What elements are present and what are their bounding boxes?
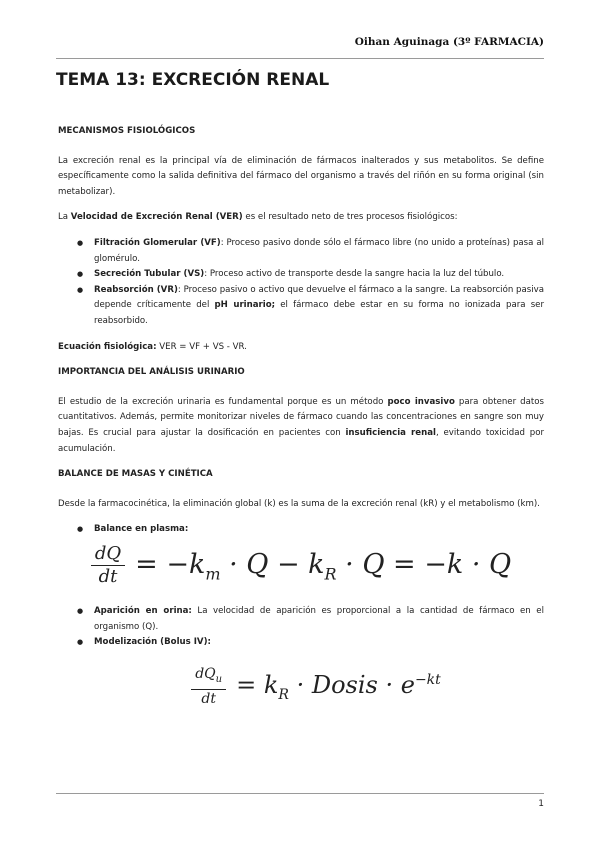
paragraph-importancia: El estudio de la excreción urinaria es fundamental porque es un método poco invasivo para obtener datos cuantitativos. Además, permite monitorizar niveles de fármaco cuando las concentraciones en sangre son muy bajas. Es crucial para ajustar la dosificación en pacientes con insuficiencia renal, evitando toxicidad por acumulación. [58,396,545,454]
formula-fraction: $\frac{dQ}{dt}$ [91,544,125,587]
list-item-aparicion-orina: ● Aparición en orina: La velocidad de aparición es proporcional a la cantidad de fármaco en el organismo (Q). [94,604,544,635]
page-number: 1 [538,799,544,809]
paragraph-ecuacion: Ecuación fisiológica: VER = VF + VS - VR. [58,341,247,352]
paragraph-ver: La Velocidad de Excreción Renal (VER) es el resultado neto de tres procesos fisiológicos: [58,212,458,223]
list-item-reabsorcion: ● Reabsorción (VR): Proceso pasivo o activo que devuelve el fármaco a la sangre. La reabsorción pasiva depende críticamente del pH urinario; el fármaco debe estar en su forma no ionizada para ser reabsorbido. [94,283,544,330]
footer-divider [56,793,544,794]
page-header-author: Oihan Aguinaga (3º FARMACIA) [354,36,544,48]
formula-bolus-iv: $\frac{dQ_u}{dt}$ = $k_R$ · Dosis · $e^{-kt}$ [58,665,544,710]
paragraph-intro: La excreción renal es la principal vía de eliminación de fármacos inalterados y sus metabolitos. Se define específicamente como la salida definitiva del fármaco del organismo a través del riñón en su forma original (sin metabolizar). [58,155,544,197]
page-title: TEMA 13: EXCRECIÓN RENAL [56,70,330,90]
formula-balance-plasma: $\frac{dQ}{dt}$ = $-k_m \cdot Q - k_R \cdot Q = -k \cdot Q$ [58,544,544,590]
document-body [58,124,544,710]
list-item-filtracion: ● Filtración Glomerular (VF): Proceso pasivo donde sólo el fármaco libre (no unido a proteínas) pasa al glomérulo. [94,236,544,267]
section-heading-balance: BALANCE DE MASAS Y CINÉTICA [58,469,213,480]
list-balance [58,522,544,538]
list-item-secrecion: ● Secreción Tubular (VS): Proceso activo de transporte desde la sangre hacia la luz del túbulo. [94,267,544,283]
section-heading-importancia: IMPORTANCIA DEL ANÁLISIS URINARIO [58,367,245,378]
list-item-modelizacion: ● Modelización (Bolus IV): [94,635,544,651]
paragraph-balance: Desde la farmacocinética, la eliminación global (k) es la suma de la excreción renal (kR) y el metabolismo (km). [58,498,540,509]
header-divider [56,58,544,59]
list-orina [58,604,544,651]
section-heading-mecanismos: MECANISMOS FISIOLÓGICOS [58,126,196,136]
formula-fraction: $\frac{dQ_u}{dt}$ [191,666,226,707]
list-procesos [58,236,544,330]
list-item-balance-plasma: ● Balance en plasma: [94,522,544,538]
